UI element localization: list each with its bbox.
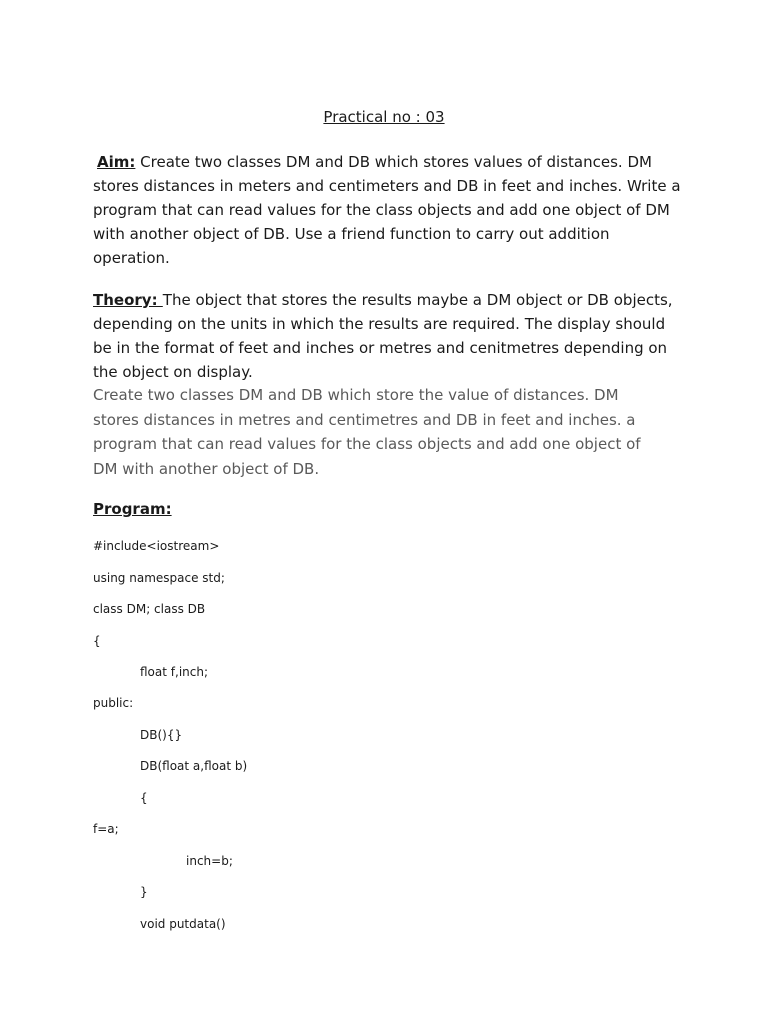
code-line: public: xyxy=(93,696,134,710)
code-line: { xyxy=(93,634,101,648)
aim-text-3: program that can read values for the class objects and add one object of DM xyxy=(93,201,670,219)
theory-section xyxy=(93,288,693,384)
aim-line-1 xyxy=(93,150,693,174)
code-line: } xyxy=(140,885,148,899)
code-line: inch=b; xyxy=(186,854,233,868)
aim-text-5: operation. xyxy=(93,249,170,267)
code-line: class DM; class DB xyxy=(93,602,206,616)
theory-text-1: The object that stores the results maybe a DM object or DB objects, xyxy=(162,291,673,309)
theory-extra-section xyxy=(93,383,693,481)
code-line: f=a; xyxy=(93,822,119,836)
code-line: #include<iostream> xyxy=(93,539,220,553)
theory-extra-text-3: program that can read values for the class objects and add one object of xyxy=(93,435,641,453)
theory-text-3: be in the format of feet and inches or metres and cenitmetres depending on xyxy=(93,339,668,357)
code-line: using namespace std; xyxy=(93,571,225,585)
code-line: float f,inch; xyxy=(140,665,208,679)
aim-label: Aim: xyxy=(97,153,136,171)
theory-label: Theory: xyxy=(93,291,163,309)
page-title: Practical no : 03 xyxy=(323,108,445,126)
code-line: { xyxy=(140,791,148,805)
theory-text-4: the object on display. xyxy=(93,363,253,381)
aim-text-4: with another object of DB. Use a friend function to carry out addition xyxy=(93,225,610,243)
code-line: void putdata() xyxy=(140,917,226,931)
program-heading: Program: xyxy=(93,500,172,518)
code-line: DB(float a,float b) xyxy=(140,759,248,773)
code-line: DB(){} xyxy=(140,728,183,742)
theory-line-1 xyxy=(93,288,693,312)
aim-text-2: stores distances in meters and centimeters and DB in feet and inches. Write a xyxy=(93,177,681,195)
theory-extra-text-1: Create two classes DM and DB which store the value of distances. DM xyxy=(93,386,619,404)
theory-text-2: depending on the units in which the results are required. The display should xyxy=(93,315,666,333)
theory-extra-text-4: DM with another object of DB. xyxy=(93,459,320,478)
aim-section xyxy=(93,150,693,270)
aim-text-1: Create two classes DM and DB which stores values of distances. DM xyxy=(135,153,652,171)
theory-extra-text-2: stores distances in metres and centimetres and DB in feet and inches. a xyxy=(93,410,636,429)
